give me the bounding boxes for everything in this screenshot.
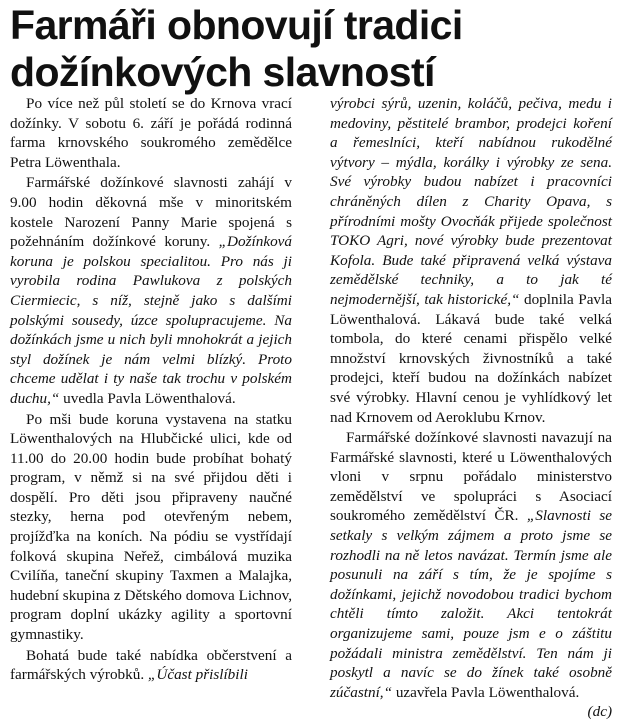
quote-text: výrobci sýrů, uzenin, koláčů, pečiva, medu i medoviny, pěstitelé brambor, prodejci koření a řemeslníci, kteří nabídnou rukodělné výtvory – mýdla, korálky i výrobky ze sena. Své výrobky budou nabízet i pracovníci chráněných dílen z Charity Opava, s přírodními mošty Ovocňák přijede společnost TOKO Agri, nové výrobky bude prezentovat Kofola. Bude také připravená velká výstava zemědělské techniky, a to jak té nejmodernější, tak historické,“ xyxy=(330,95,612,308)
paragraph-program: Po mši bude koruna vystavena na statku Löwenthalových na Hlubčické ulici, kde od 11.00 do 20.00 hodin bude probíhat bohatý program, v němž si na své přijdou děti i dospělí. Pro děti jsou připraveny naučné stezky, herna pod otevřeným nebem, projížďka na koních. Na pódiu se vystřídají folková skupina Neřež, cimbálová muzika Cvilíňa, taneční skupiny Taxmen a Malajka, hudební skupina z Dětského domova Lichnov, program doplní ukázky agility a sportovní gymnastiky. xyxy=(10,410,292,644)
paragraph-text: Farmářské dožínkové slavnosti zahájí v 9.00 hodin děkovná mše v minoritském kostele Narození Panny Marie spojená s požehnáním dožínkové koruny. xyxy=(10,174,292,251)
paragraph-program-start xyxy=(10,173,292,408)
paragraph-text: Farmářské dožínkové slavnosti navazují na Farmářské slavnosti, které u Löwenthalových vloni v srpnu pořádalo ministerstvo zemědělství ve spolupráci s Asociací soukromého zemědělství ČR. xyxy=(330,429,612,525)
attribution-text: uvedla Pavla Löwenthalová. xyxy=(59,389,236,407)
paragraph-intro: Po více než půl století se do Krnova vrací dožínky. V sobotu 6. září je pořádá rodinná farma krnovského soukromého zemědělce Petra Löwenthala. xyxy=(10,95,292,171)
quote-text: „Účast přislíbili xyxy=(147,666,248,684)
quote-text: „Slavnosti se setkaly s velkým zájmem a proto jsme se rozhodli na ně letos navázat. Termín jsme ale posunuli na září s tím, že je spojíme s dožínkami, jejichž novodobou tradici bychom chtěli tímto založit. Akci tentokrát organizujeme sami, pouze jsm e o záštitu požádali ministra zemědělství. Ten nám ji poskytl a navíc se do žínek také osobně zúčastní,“ xyxy=(330,507,612,701)
attribution-text: doplnila Pavla Löwenthalová. Lákavá bude také velká tombola, do které cenami přispělo velké množství krnovských živnostníků a také prodejci, kteří budou na dožínkách nabízet své výrobky. Hlavní cenou je vyhlídkový let nad Krnovem od Aeroklubu Krnov. xyxy=(330,290,612,426)
paragraph-refreshments xyxy=(10,646,292,685)
paragraph-vendors xyxy=(330,94,612,427)
quote-text: „Dožínková koruna je polskou specialitou. Pro nás ji vyrobila rodina Pawlukova z polských Ciermiecic, s níž, stejně jako s dalšími polskými sousedy, úzce spolupracujeme. Na dožínkách jsme u nich byli mnohokrát a jejich styl dožínek je nám velmi blízký. Proto chceme udělat i ty naše tak trochu v polském duchu,“ xyxy=(10,233,292,407)
headline-line-2: dožínkových slavností xyxy=(10,49,435,95)
attribution-text: uzavřela Pavla Löwenthalová. xyxy=(392,683,580,701)
right-column xyxy=(330,94,612,722)
article-headline xyxy=(10,2,620,96)
paragraph-text: Bohatá bude také nabídka občerstvení a farmářských výrobků. xyxy=(10,646,292,684)
headline-line-1: Farmáři obnovují tradici xyxy=(10,2,463,48)
paragraph-history xyxy=(330,428,612,721)
left-column xyxy=(10,94,292,685)
author-signature: (dc) xyxy=(587,703,612,721)
